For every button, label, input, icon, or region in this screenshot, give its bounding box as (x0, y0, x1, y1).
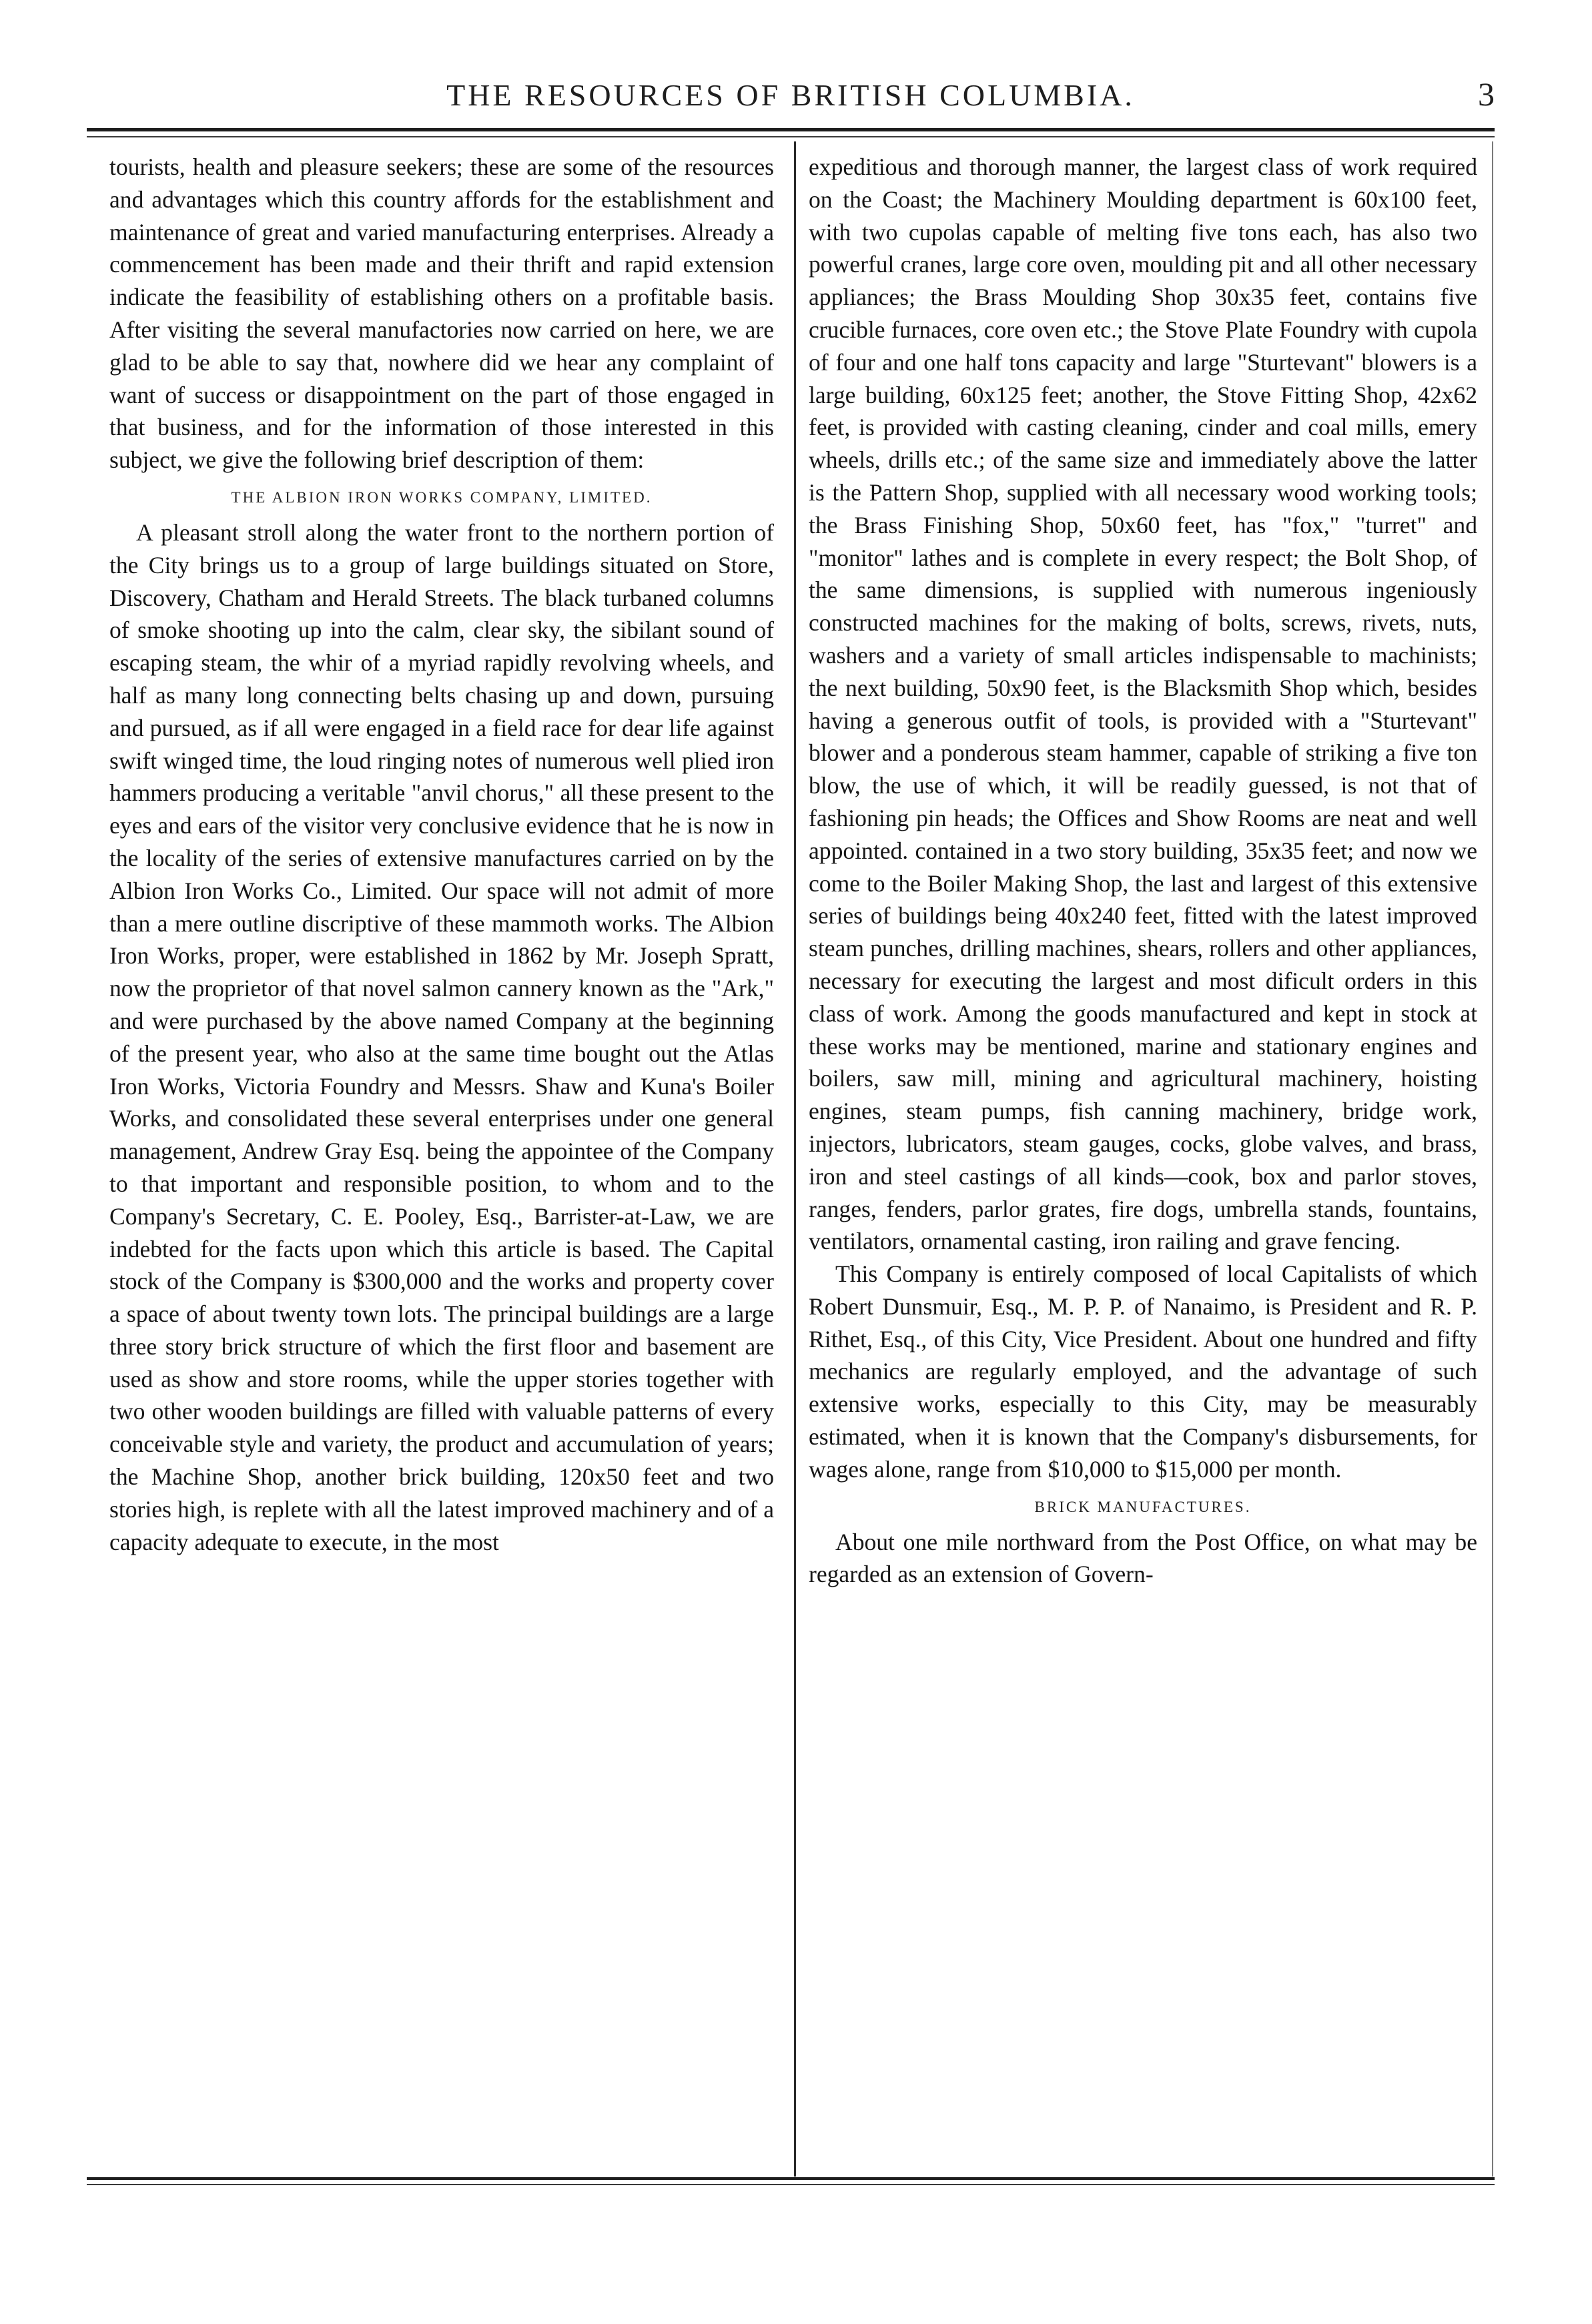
paragraph: expeditious and thorough manner, the largest class of work required on the Coast; the Machinery Moulding department is 60x100 feet, with two cupolas capable of melting five tons each, has also two powerful cranes, large core oven, moulding pit and all other necessary appliances; the Brass Moulding Shop 30x35 feet, contains five crucible furnaces, core oven etc.; the Stove Plate Foundry with cupola of four and one half tons capacity and large "Sturtevant" blowers is a large building, 60x125 feet; another, the Stove Fitting Shop, 42x62 feet, is provided with casting cleaning, cinder and coal mills, emery wheels, drills etc.; of the same size and immediately above the latter is the Pattern Shop, supplied with all necessary wood working tools; the Brass Finishing Shop, 50x60 feet, has "fox," "turret" and "monitor" lathes and is complete in every respect; the Bolt Shop, of the same dimensions, is supplied with numerous ingeniously constructed machines for the making of bolts, screws, rivets, nuts, washers and a variety of small articles indispensable to machinists; the next building, 50x90 feet, is the Blacksmith Shop which, besides having a generous outfit of tools, is provided with a "Sturtevant" blower and a ponderous steam hammer, capable of striking a five ton blow, the use of which, it will be readily guessed, is not that of fashioning pin heads; the Offices and Show Rooms are neat and well appointed. contained in a two story building, 35x35 feet; and now we come to the Boiler Making Shop, the last and largest of this extensive series of buildings being 40x240 feet, fitted with the latest improved steam punches, drilling machines, shears, rollers and other appliances, necessary for executing the largest and most dificult orders in this class of work. Among the goods manufactured and kept in stock at these works may be mentioned, marine and stationary engines and boilers, saw mill, mining and agricultural machinery, hoisting engines, steam pumps, fish canning machinery, bridge work, injectors, lubricators, steam gauges, cocks, globe valves, and brass, iron and steel castings of all kinds—cook, box and parlor stoves, ranges, fenders, parlor grates, fire dogs, umbrella stands, fountains, ventilators, ornamental casting, iron railing and grave fencing. (809, 153, 1477, 1255)
paragraph: A pleasant stroll along the water front to the northern portion of the City brings us to a group of large buildings situated on Store, Discovery, Chatham and Herald Streets. The black turbaned columns of smoke shooting up into the calm, clear sky, the sibilant sound of escaping steam, the whir of a myriad rapidly revolving wheels, and half as many long connecting belts chasing up and down, pursuing and pursued, as if all were engaged in a field race for dear life against swift winged time, the loud ringing notes of numerous well plied iron hammers producing a veritable "anvil chorus," all these present to the eyes and ears of the visitor very conclusive evidence that he is now in the locality of the series of extensive manufactures carried on by the Albion Iron Works Co., Limited. Our space will not admit of more than a mere outline discriptive of these mammoth works. The Albion Iron Works, proper, were established in 1862 by Mr. Joseph Spratt, now the proprietor of that novel salmon cannery known as the "Ark," and were purchased by the above named Company at the beginning of the present year, who also at the same time bought out the Atlas Iron Works, Victoria Foundry and Messrs. Shaw and Kuna's Boiler Works, and consolidated these several enterprises under one general management, Andrew Gray Esq. being the appointee of the Company to that important and responsible position, to whom and to the Company's Secretary, C. E. Pooley, Esq., Barrister-at-Law, we are indebted for the facts upon which this article is based. The Capital stock of the Company is $300,000 and the works and property cover a space of about twenty town lots. The principal buildings are a large three story brick structure of which the first floor and basement are used as show and store rooms, while the upper stories together with two other wooden buildings are filled with valuable patterns of every conceivable style and variety, the product and accumulation of years; the Machine Shop, another brick building, 120x50 feet and two stories high, is replete with all the latest improved machinery and of a capacity adequate to execute, in the most (109, 518, 774, 1555)
bottom-rule-thin (87, 2184, 1495, 2185)
top-rule-thin (87, 136, 1495, 137)
right-border (1492, 141, 1493, 2177)
section-heading: THE ALBION IRON WORKS COMPANY, LIMITED. (231, 488, 653, 506)
left-column (109, 151, 774, 2173)
top-rule (87, 128, 1495, 131)
running-head (87, 75, 1495, 117)
paragraph: This Company is entirely composed of local Capitalists of which Robert Dunsmuir, Esq., M. P. P. of Nanaimo, is President and R. P. Rithet, Esq., of this City, Vice President. About one hundred and fifty mechanics are regularly employed, and the advantage of such extensive works, especially to this City, may be measurably estimated, when it is known that the Company's disbursements, for wages alone, range from $10,000 to $15,000 per month. (809, 1260, 1477, 1483)
right-column (809, 151, 1477, 2173)
paragraph: About one mile northward from the Post Office, on what may be regarded as an extension of Govern- (809, 1528, 1477, 1588)
column-divider (794, 141, 796, 2177)
running-title: THE RESOURCES OF BRITISH COLUMBIA. (446, 78, 1135, 112)
bottom-rule (87, 2177, 1495, 2180)
section-heading: BRICK MANUFACTURES. (1034, 1498, 1252, 1515)
page-number: 3 (1478, 75, 1495, 113)
paragraph: tourists, health and pleasure seekers; these are some of the resources and advantages which this country affords for the establishment and maintenance of great and varied manufacturing enterprises. Already a commencement has been made and their thrift and rapid extension indicate the feasibility of establishing others on a profitable basis. After visiting the several manufactories now carried on here, we are glad to be able to say that, nowhere did we hear any complaint of want of success or disappointment on the part of those engaged in that business, and for the information of those interested in this subject, we give the following brief description of them: (109, 153, 774, 474)
